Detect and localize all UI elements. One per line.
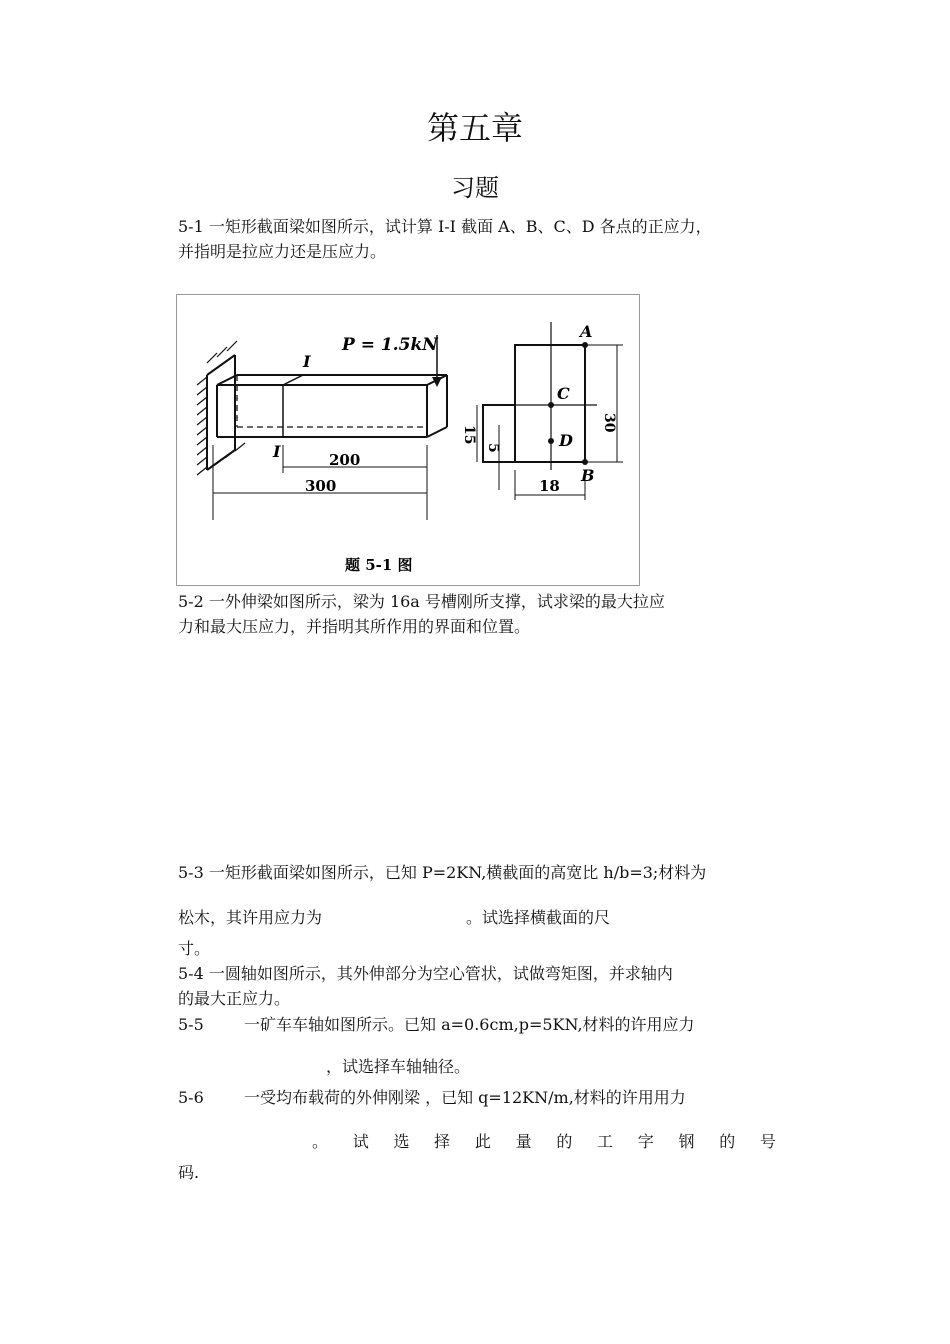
figure-caption: 题 5-1 图: [345, 556, 413, 574]
section-mark-top: I: [303, 352, 311, 371]
problem-5-4-line2: 的最大正应力。: [178, 989, 291, 1008]
problem-5-6-number: 5-6: [178, 1088, 204, 1107]
p6-char: 试: [352, 1132, 369, 1151]
problem-5-3-line2a: 松木，其许用应力为: [178, 908, 323, 927]
dim-15: 15: [461, 425, 477, 445]
section-title: 习题: [451, 174, 499, 202]
problem-5-1-line1: 5-1 一矩形截面梁如图所示，试计算 I-I 截面 A、B、C、D 各点的正应力，: [178, 217, 712, 236]
label-a: A: [580, 322, 593, 341]
problem-5-6-line1: 一受均布载荷的外伸刚梁 ，已知 q=12KN/m,材料的许用用力: [244, 1088, 686, 1107]
problem-5-2-line1: 5-2 一外伸梁如图所示，梁为 16a 号槽刚所支撑，试求梁的最大拉应: [178, 592, 665, 611]
problem-5-1-line2: 并指明是拉应力还是压应力。: [178, 242, 387, 261]
p6-char: 选: [393, 1132, 410, 1151]
problem-5-5-line2: ，试选择车轴轴径。: [326, 1057, 471, 1076]
dim-300: 300: [305, 477, 337, 495]
p6-char: 此: [474, 1132, 491, 1151]
p6-char: 的: [719, 1132, 736, 1151]
chapter-title: 第五章: [426, 109, 523, 147]
label-d: D: [559, 431, 573, 450]
point-b-marker: [582, 459, 588, 465]
point-a-marker: [582, 342, 588, 348]
problem-5-3-line2b: 。试选择横截面的尺: [466, 908, 611, 927]
p6-char: 。: [312, 1132, 329, 1151]
load-label: P = 1.5kN: [342, 335, 438, 355]
dim-18: 18: [539, 477, 560, 495]
figure-5-1: [176, 294, 640, 586]
p6-char: 钢: [678, 1132, 695, 1151]
point-c-marker: [548, 402, 554, 408]
p6-char: 工: [597, 1132, 614, 1151]
problem-5-5-line1: 一矿车车轴如图所示。已知 a=0.6cm,p=5KN,材料的许用应力: [244, 1015, 695, 1034]
p6-char: 的: [556, 1132, 573, 1151]
label-c: C: [557, 384, 570, 403]
problem-5-3-line3: 寸。: [178, 939, 211, 958]
section-mark-bottom: I: [273, 442, 281, 461]
problem-5-6-line3: 码.: [178, 1163, 200, 1182]
problem-5-6-line2: [312, 1129, 776, 1154]
problem-5-4-line1: 5-4 一圆轴如图所示，其外伸部分为空心管状，试做弯矩图，并求轴内: [178, 964, 673, 983]
problem-5-2-line2: 力和最大压应力，并指明其所作用的界面和位置。: [178, 617, 531, 636]
p6-char: 字: [637, 1132, 654, 1151]
problem-5-5-number: 5-5: [178, 1015, 204, 1034]
label-b: B: [581, 466, 595, 485]
problem-5-3-line1: 5-3 一矩形截面梁如图所示，已知 P=2KN,横截面的高宽比 h/b=3;材料为: [178, 863, 707, 882]
point-d-marker: [548, 438, 554, 444]
p6-char: 择: [434, 1132, 451, 1151]
dim-30: 30: [601, 413, 617, 433]
dim-5: 5: [485, 443, 501, 453]
beam-diagram: [177, 295, 639, 585]
p6-char: 号: [759, 1132, 776, 1151]
p6-char: 量: [515, 1132, 532, 1151]
dim-200: 200: [329, 451, 361, 469]
